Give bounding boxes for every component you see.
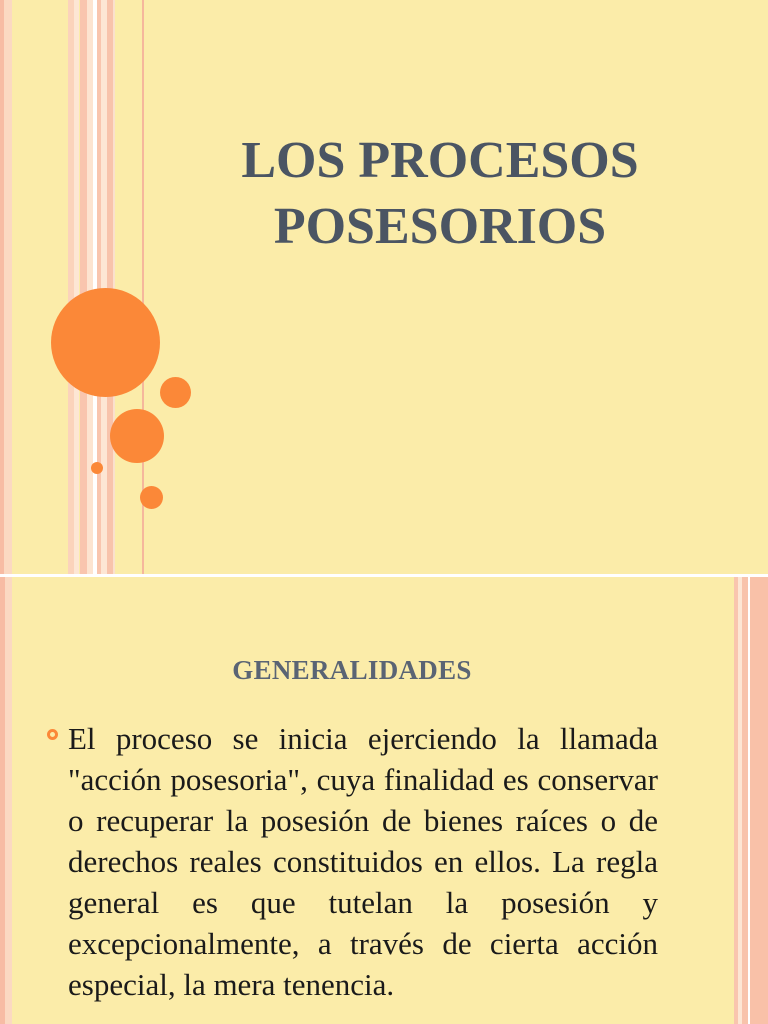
- bullet-circle-icon: [47, 729, 58, 740]
- decor-stripe: [74, 0, 79, 574]
- decor-stripe: [80, 0, 87, 574]
- decor-stripe: [4, 0, 12, 574]
- decor-stripe: [113, 0, 115, 574]
- decor-circle-small: [160, 377, 191, 408]
- decor-circle-medium: [110, 409, 164, 463]
- decor-stripe: [750, 577, 768, 1024]
- slide-title-line1: LOS PROCESOS: [241, 132, 639, 189]
- slide-title: [150, 128, 730, 260]
- slide-title-line2: POSESORIOS: [273, 198, 607, 255]
- decor-stripe: [5, 577, 12, 1024]
- bullet-paragraph: El proceso se inicia ejerciendo la llamada "acción posesoria", cuya finalidad es conservar o recuperar la posesión de bienes raíces o de derechos reales constituidos en ellos. La regla general es que tutelan la posesión y excepcionalmente, a través de cierta acción especial, la mera tenencia.: [68, 721, 658, 1002]
- decor-circle-large: [51, 288, 160, 397]
- section-heading: GENERALIDADES: [232, 655, 472, 685]
- decor-circle-tiny: [91, 462, 103, 474]
- decor-circle-small: [140, 486, 163, 509]
